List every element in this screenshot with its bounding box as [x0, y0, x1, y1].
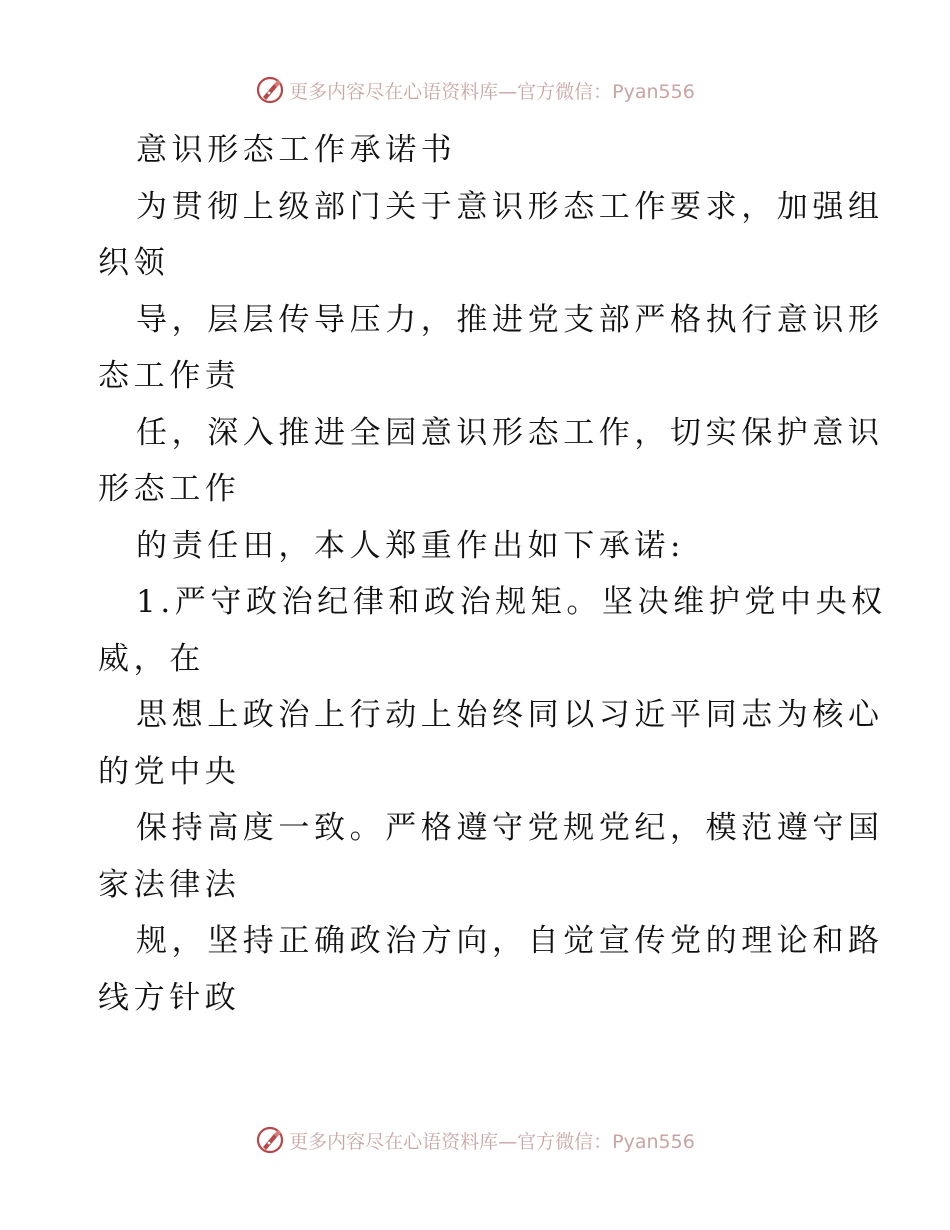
paragraph-line: 形态工作 — [98, 471, 241, 507]
paragraph-line: 的党中央 — [98, 753, 241, 790]
pen-nib-logo-icon — [255, 1125, 285, 1155]
paragraph-line: 家法律法 — [98, 866, 241, 903]
document-title: 意识形态工作承诺书 — [136, 132, 457, 168]
document-body — [98, 122, 887, 1026]
header-banner — [0, 72, 950, 108]
paragraph-line: 思想上政治上行动上始终同以习近平同志为核心 — [136, 697, 884, 733]
paragraph-line: 线方针政 — [98, 979, 241, 1016]
footer-banner — [0, 1122, 950, 1158]
paragraph-line: 为贯彻上级部门关于意识形态工作要求，加强组 — [136, 188, 884, 225]
paragraph-line: 任，深入推进全园意识形态工作，切实保护意识 — [136, 414, 884, 451]
paragraph-line: 威，在 — [98, 640, 205, 677]
paragraph-line: 态工作责 — [98, 358, 241, 394]
paragraph-line: 织领 — [98, 245, 170, 281]
paragraph-line: 保持高度一致。严格遵守党规党纪，模范遵守国 — [136, 810, 884, 846]
paragraph-line: 导，层层传导压力，推进党支部严格执行意识形 — [136, 301, 884, 338]
header-banner-text: 更多内容尽在心语资料库—官方微信：Pyan556 — [289, 80, 695, 103]
paragraph-line: 的责任田，本人郑重作出如下承诺: — [136, 527, 686, 564]
footer-banner-text: 更多内容尽在心语资料库—官方微信：Pyan556 — [289, 1130, 695, 1153]
paragraph-line: 1.严守政治纪律和政治规矩。坚决维护党中央权 — [136, 584, 887, 620]
paragraph-line: 规，坚持正确政治方向，自觉宣传党的理论和路 — [136, 923, 884, 959]
pen-nib-logo-icon — [255, 75, 285, 105]
